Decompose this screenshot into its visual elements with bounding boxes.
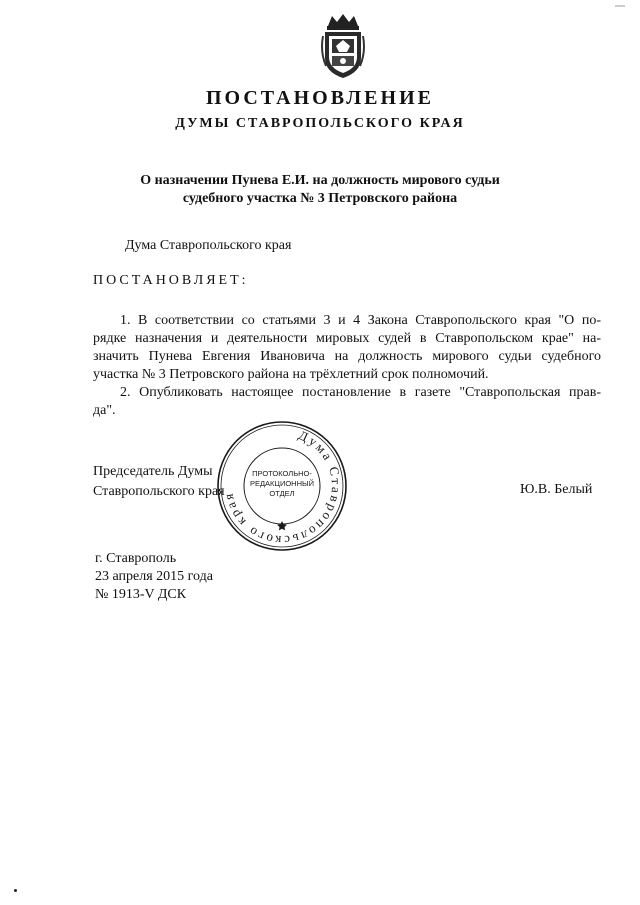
paragraph-2 <box>93 384 601 420</box>
signer-name: Ю.В. Белый <box>520 482 593 497</box>
stamp-center-line: РЕДАКЦИОННЫЙ <box>249 479 315 488</box>
document-subtitle: ДУМЫ СТАВРОПОЛЬСКОГО КРАЯ <box>175 116 465 131</box>
heading-line: судебного участка № 3 Петровского района <box>182 191 458 206</box>
paragraph-line: рядке назначения и деятельности мировых судей в Ставропольском крае" на- <box>93 331 601 346</box>
stamp-center-line: ОТДЕЛ <box>269 489 295 498</box>
document-footer <box>95 550 213 604</box>
stamp-ring-text: Дума Ставропольского края <box>220 427 345 549</box>
footer-number: № 1913-V ДСК <box>95 587 187 602</box>
document-heading <box>0 172 640 208</box>
scan-mark-icon <box>614 2 626 10</box>
decree-word: ПОСТАНОВЛЯЕТ: <box>93 273 249 288</box>
paragraph-line: участка № 3 Петровского района на трёхлетний срок полномочий. <box>93 367 489 382</box>
signer-position-line: Ставропольского края <box>93 484 225 499</box>
scan-dot <box>14 889 17 892</box>
footer-place: г. Ставрополь <box>95 551 177 566</box>
signer-position-line: Председатель Думы <box>93 464 213 479</box>
heading-line: О назначении Пунева Е.И. на должность мирового судьи <box>140 173 500 188</box>
paragraph-line: значить Пунева Евгения Ивановича на должность мирового судьи судебного <box>93 349 601 364</box>
official-stamp <box>214 418 350 554</box>
paragraph-line: 2. Опубликовать настоящее постановление в газете "Ставропольская прав- <box>120 385 601 400</box>
footer-date: 23 апреля 2015 года <box>95 569 213 584</box>
issuer-text: Дума Ставропольского края <box>125 238 292 253</box>
stamp-star-icon <box>277 521 287 530</box>
paragraph-1 <box>93 312 601 384</box>
stamp-center-line: ПРОТОКОЛЬНО- <box>252 469 312 478</box>
paragraph-line: 1. В соответствии со статьями 3 и 4 Закона Ставропольского края "О по- <box>120 313 601 328</box>
paragraph-line: да". <box>93 403 116 418</box>
coat-of-arms-icon <box>320 12 366 80</box>
document-title: ПОСТАНОВЛЕНИЕ <box>206 87 434 109</box>
signer-position <box>93 462 225 502</box>
